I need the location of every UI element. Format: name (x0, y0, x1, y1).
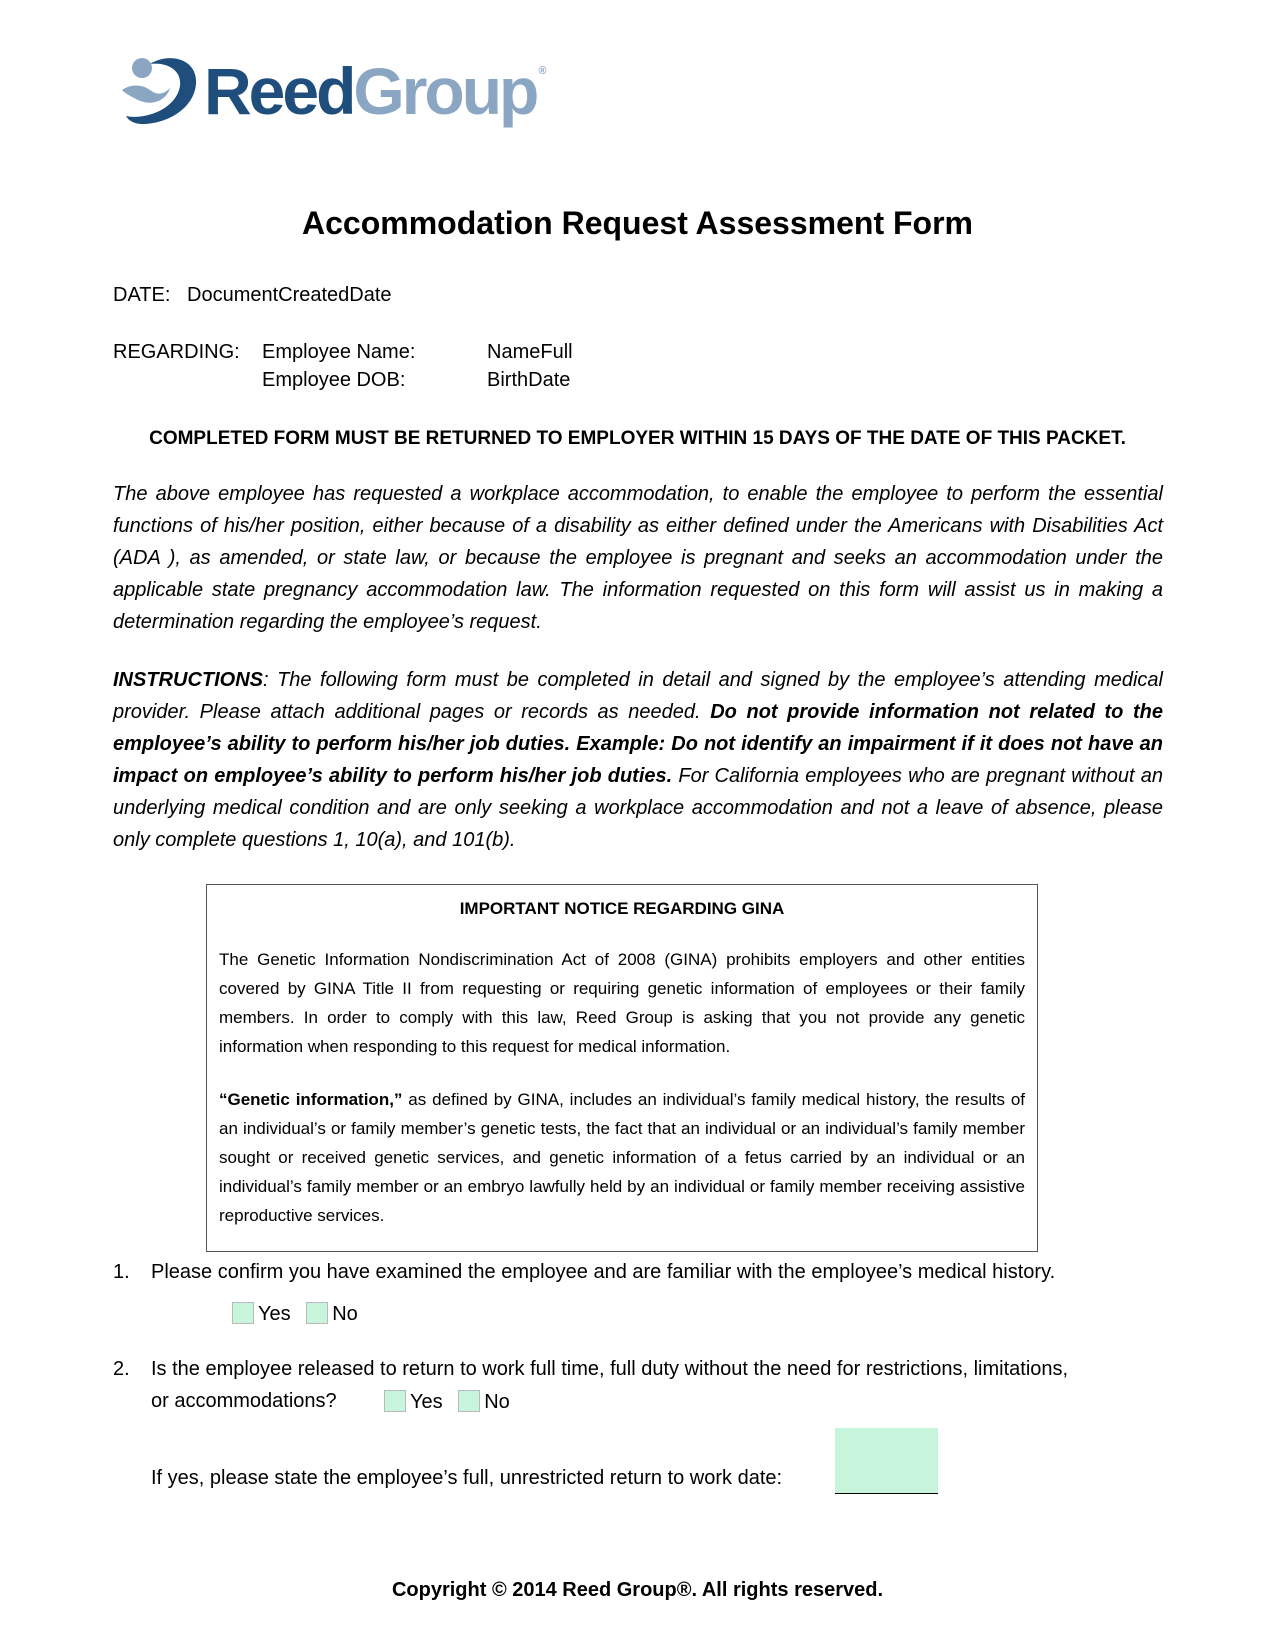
date-label: DATE: (113, 284, 171, 306)
instructions-label: INSTRUCTIONS (113, 669, 263, 691)
reedgroup-swirl-icon (120, 50, 204, 132)
q1-no-label: No (332, 1303, 358, 1325)
question-2-options (384, 1390, 520, 1414)
instructions-text-2: For California employees who are pregnant without an underlying medical condition and are only seeking a workplace accommodation and not a leave of absence, please only complete questions 1, 10(a), and 101(b). (113, 765, 1163, 851)
return-deadline-notice: COMPLETED FORM MUST BE RETURNED TO EMPLOYER WITHIN 15 DAYS OF THE DATE OF THIS PACKET. (149, 428, 1126, 449)
gina-definition-term: “Genetic information,” (219, 1090, 403, 1109)
page-title: Accommodation Request Assessment Form (302, 205, 973, 241)
gina-paragraph-2 (219, 1085, 1025, 1230)
instructions-paragraph (113, 664, 1163, 856)
q2-no-checkbox[interactable] (458, 1390, 480, 1412)
q2-yes-checkbox[interactable] (384, 1390, 406, 1412)
employee-name-label: Employee Name: (262, 341, 416, 363)
employee-name-value: NameFull (487, 341, 573, 363)
gina-definition-text: as defined by GINA, includes an individual’s family medical history, the results of an individual’s or family member’s genetic tests, the fact that an individual or an individual’s family member sought or received genetic services, and genetic information of a fetus carried by an individual or an individual’s family member or an embryo lawfully held by an individual or family member receiving assistive reproductive services. (219, 1090, 1026, 1225)
q2-yes-option[interactable] (384, 1390, 443, 1414)
question-1-text: Please confirm you have examined the employee and are familiar with the employee’s medical history. (151, 1261, 1056, 1283)
company-logo (120, 50, 546, 132)
q1-no-checkbox[interactable] (306, 1302, 328, 1324)
gina-paragraph-1: The Genetic Information Nondiscrimination Act of 2008 (GINA) prohibits employers and other entities covered by GINA Title II from requesting or requiring genetic information of employees or their family members. In order to comply with this law, Reed Group is asking that you not provide any genetic information when responding to this request for medical information. (219, 950, 1025, 1056)
q2-no-option[interactable] (458, 1390, 510, 1414)
return-to-work-date-field[interactable] (835, 1428, 938, 1494)
q2-yes-label: Yes (410, 1391, 443, 1413)
logo-word-reed: Reed (204, 54, 354, 128)
logo-registered-mark: ® (538, 65, 547, 77)
q2-no-label: No (484, 1391, 510, 1413)
question-2-text-line-1: Is the employee released to return to work full time, full duty without the need for restrictions, limitations, (151, 1358, 1069, 1380)
gina-title: IMPORTANT NOTICE REGARDING GINA (459, 899, 785, 918)
q1-yes-label: Yes (258, 1303, 291, 1325)
copyright-footer: Copyright © 2014 Reed Group®. All rights reserved. (391, 1579, 884, 1601)
instructions-text-1: : The following form must be completed in detail and signed by the employee’s attending medical provider. Please attach additional pages or records as needed. (113, 669, 1163, 723)
q1-yes-checkbox[interactable] (232, 1302, 254, 1324)
question-1-number: 1. (113, 1261, 130, 1283)
question-1-options (232, 1302, 368, 1326)
employee-dob-value: BirthDate (487, 369, 571, 391)
gina-notice-box (206, 884, 1038, 1252)
question-2-followup-text: If yes, please state the employee’s full, unrestricted return to work date: (151, 1467, 783, 1489)
date-value: DocumentCreatedDate (187, 284, 392, 306)
question-2-number: 2. (113, 1358, 130, 1380)
employee-dob-label: Employee DOB: (262, 369, 406, 391)
instructions-bold-text: Do not provide information not related to the employee’s ability to perform his/her job duties. Example: Do not identify an impairment if it does not have an impact on employee’s ability to perform his/her job duties. (113, 701, 1163, 787)
question-2-text-line-2: or accommodations? (151, 1390, 337, 1412)
logo-word-group: Group (353, 54, 537, 128)
q1-no-option[interactable] (306, 1302, 358, 1326)
logo-wordmark (204, 54, 547, 128)
regarding-label: REGARDING: (113, 341, 240, 363)
q1-yes-option[interactable] (232, 1302, 291, 1326)
intro-paragraph: The above employee has requested a workplace accommodation, to enable the employee to perform the essential functions of his/her position, either because of a disability as either defined under the Americans with Disabilities Act (ADA ), as amended, or state law, or because the employee is pregnant and seeks an accommodation under the applicable state pregnancy accommodation law. The information requested on this form will assist us in making a determination regarding the employee’s request. (113, 483, 1163, 633)
